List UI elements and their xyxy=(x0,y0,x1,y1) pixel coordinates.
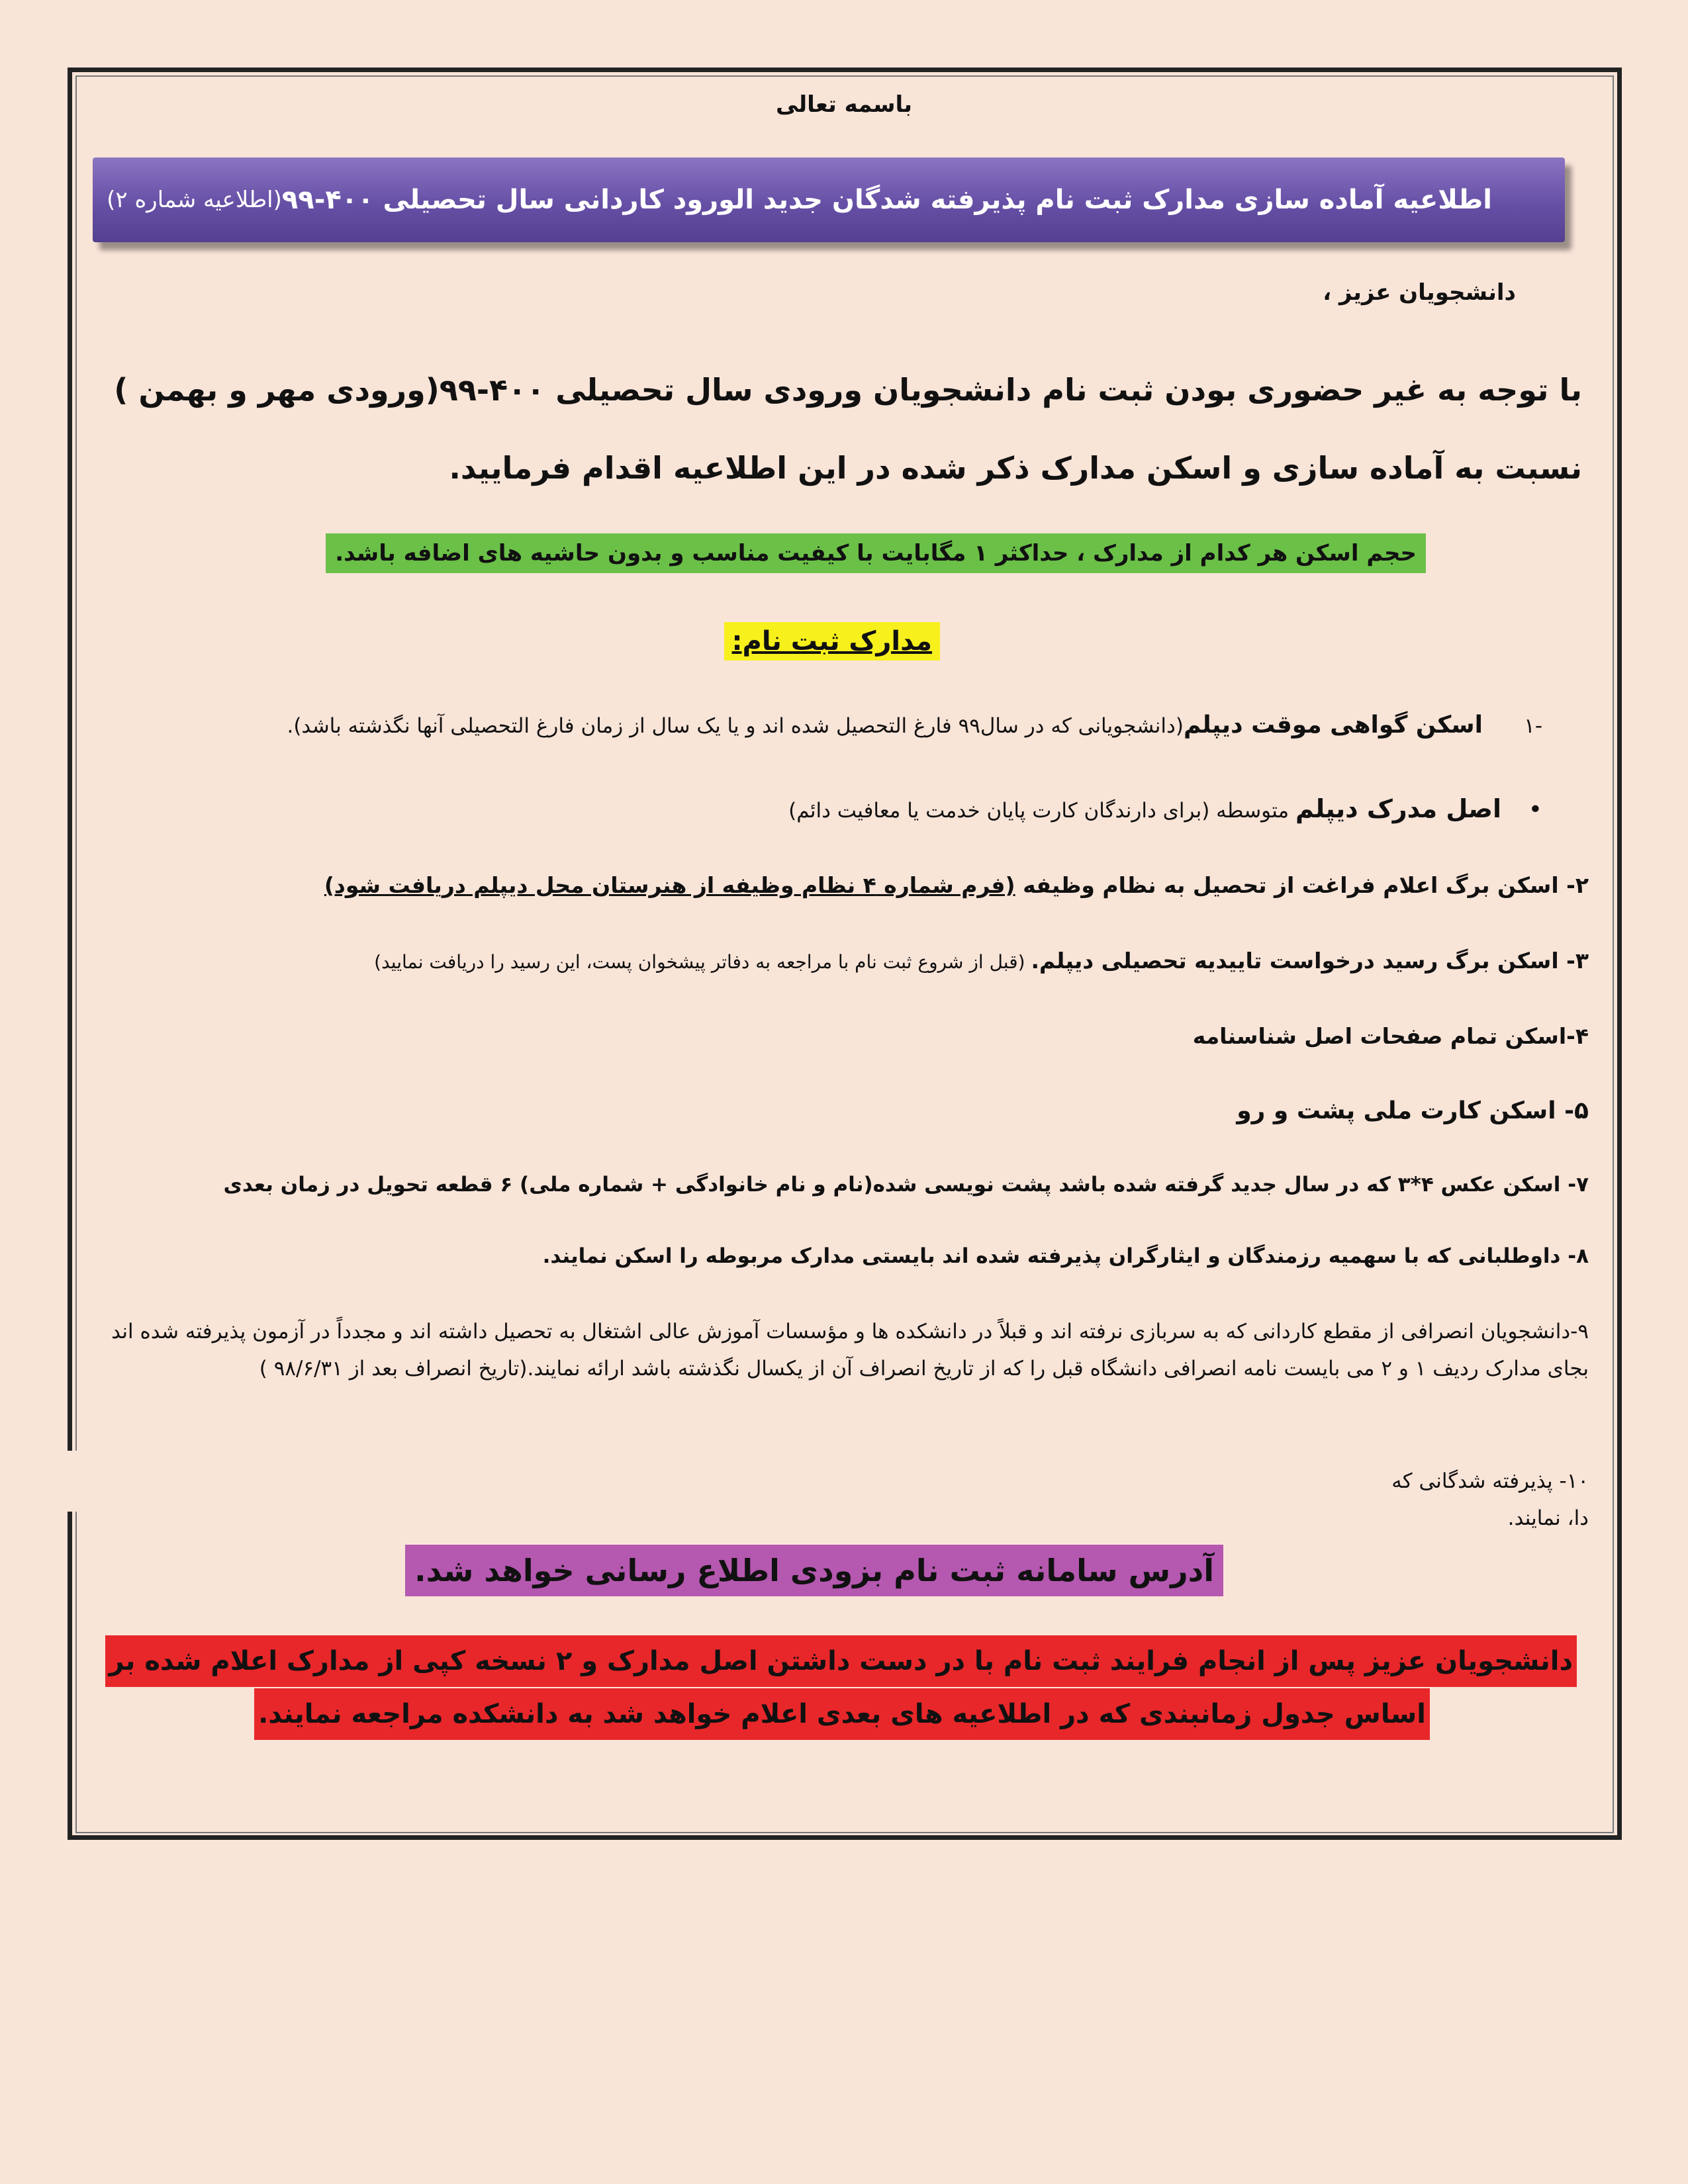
list-item-1 xyxy=(86,705,1542,746)
title-banner xyxy=(93,158,1565,242)
basmala: باسمه تعالی xyxy=(775,91,913,118)
list-item-1-number: -۱ xyxy=(1524,714,1542,738)
list-item-8: ۸- داوطلبانی که با سهمیه رزمندگان و ایثارگران پذیرفته شده اند بایستی مدارک مربوطه را اسکن نمایند. xyxy=(542,1244,1589,1268)
final-notice-text: دانشجویان عزیز پس از انجام فرایند ثبت نام با در دست داشتن اصل مدارک و ۲ نسخه کپی از مدارک اعلام شده بر اساس جدول زمانبندی که در اطلاعیه های بعدی اعلام خواهد شد به دانشکده مراجعه نمایند. xyxy=(105,1635,1577,1740)
list-item-4: ۴-اسکن تمام صفحات اصل شناسنامه xyxy=(1192,1023,1589,1049)
list-item-3 xyxy=(374,948,1589,974)
list-item-9: ۹-دانشجویان انصرافی از مقطع کاردانی که به سربازی نرفته اند و قبلاً در دانشکده ها و مؤسسات آموزش عالی اشتغال به تحصیل داشته اند و مجدداً در آزمون پذیرفته شده اند بجای مدارک ردیف ۱ و ۲ می بایست نامه انصرافی دانشگاه قبل را که از تاریخ انصراف آن از یکسال نگذشته باشد ارائه نمایند.(تاریخ انصراف بعد از ۹۸/۶/۳۱ ) xyxy=(111,1320,1589,1381)
address-notice: آدرس سامانه ثبت نام بزودی اطلاع رسانی خواهد شد. xyxy=(405,1545,1223,1596)
list-item-2 xyxy=(324,872,1589,898)
scan-size-notice: حجم اسکن هر کدام از مدارک ، حداکثر ۱ مگابایت با کیفیت مناسب و بدون حاشیه های اضافه باشد. xyxy=(326,533,1426,573)
bullet-title: اصل مدرک دیپلم xyxy=(1295,794,1501,823)
list-item-5: ۵- اسکن کارت ملی پشت و رو xyxy=(1237,1097,1589,1124)
list-item-3-text: ۳- اسکن برگ رسید درخواست تاییدیه تحصیلی دیپلم. xyxy=(1031,948,1589,974)
greeting: دانشجویان عزیز ، xyxy=(1323,279,1516,306)
list-item-7: ۷- اسکن عکس ۴*۳ که در سال جدید گرفته شده باشد پشت نویسی شده(نام و نام خانوادگی + شماره ملی) ۶ قطعه تحویل در زمان بعدی xyxy=(223,1173,1589,1197)
list-item-3-note: (قبل از شروع ثبت نام با مراجعه به دفاتر پیشخوان پست، این رسید را دریافت نمایید) xyxy=(374,951,1031,973)
final-notice xyxy=(107,1635,1577,1741)
list-item-1-text: (دانشجویانی که در سال۹۹ فارغ التحصیل شده اند و یا یک سال از زمان فارغ التحصیلی آنها نگذشته باشد). xyxy=(287,714,1184,738)
border-gap xyxy=(61,1451,79,1512)
list-item-2-note: (فرم شماره ۴ نظام وظیفه از هنرستان محل دیپلم دریافت شود) xyxy=(324,872,1015,898)
intro-paragraph: با توجه به غیر حضوری بودن ثبت نام دانشجویان ورودی سال تحصیلی ۴۰۰-۹۹(ورودی مهر و بهمن ) نسبت به آماده سازی و اسکن مدارک ذکر شده در این اطلاعیه اقدام فرمایید. xyxy=(114,372,1582,486)
bullet-text: متوسطه (برای دارندگان کارت پایان خدمت یا معافیت دائم) xyxy=(788,799,1296,823)
bullet-icon: • xyxy=(1528,796,1542,823)
list-item-10: ۱۰- پذیرفته شدگانی که دا، نمایند. xyxy=(1391,1469,1589,1530)
title-subtitle: (اطلاعیه شماره ۲) xyxy=(107,187,282,213)
list-item-1-title: اسکن گواهی موقت دیپلم xyxy=(1183,711,1483,739)
list-item-bullet xyxy=(788,794,1542,823)
list-item-2-text: ۲- اسکن برگ اعلام فراغت از تحصیل به نظام وظیفه xyxy=(1015,872,1589,898)
page-title: اطلاعیه آماده سازی مدارک ثبت نام پذیرفته شدگان جدید الورود کاردانی سال تحصیلی ۴۰۰-۹۹ xyxy=(281,185,1492,215)
docs-heading: مدارک ثبت نام: xyxy=(724,622,940,660)
